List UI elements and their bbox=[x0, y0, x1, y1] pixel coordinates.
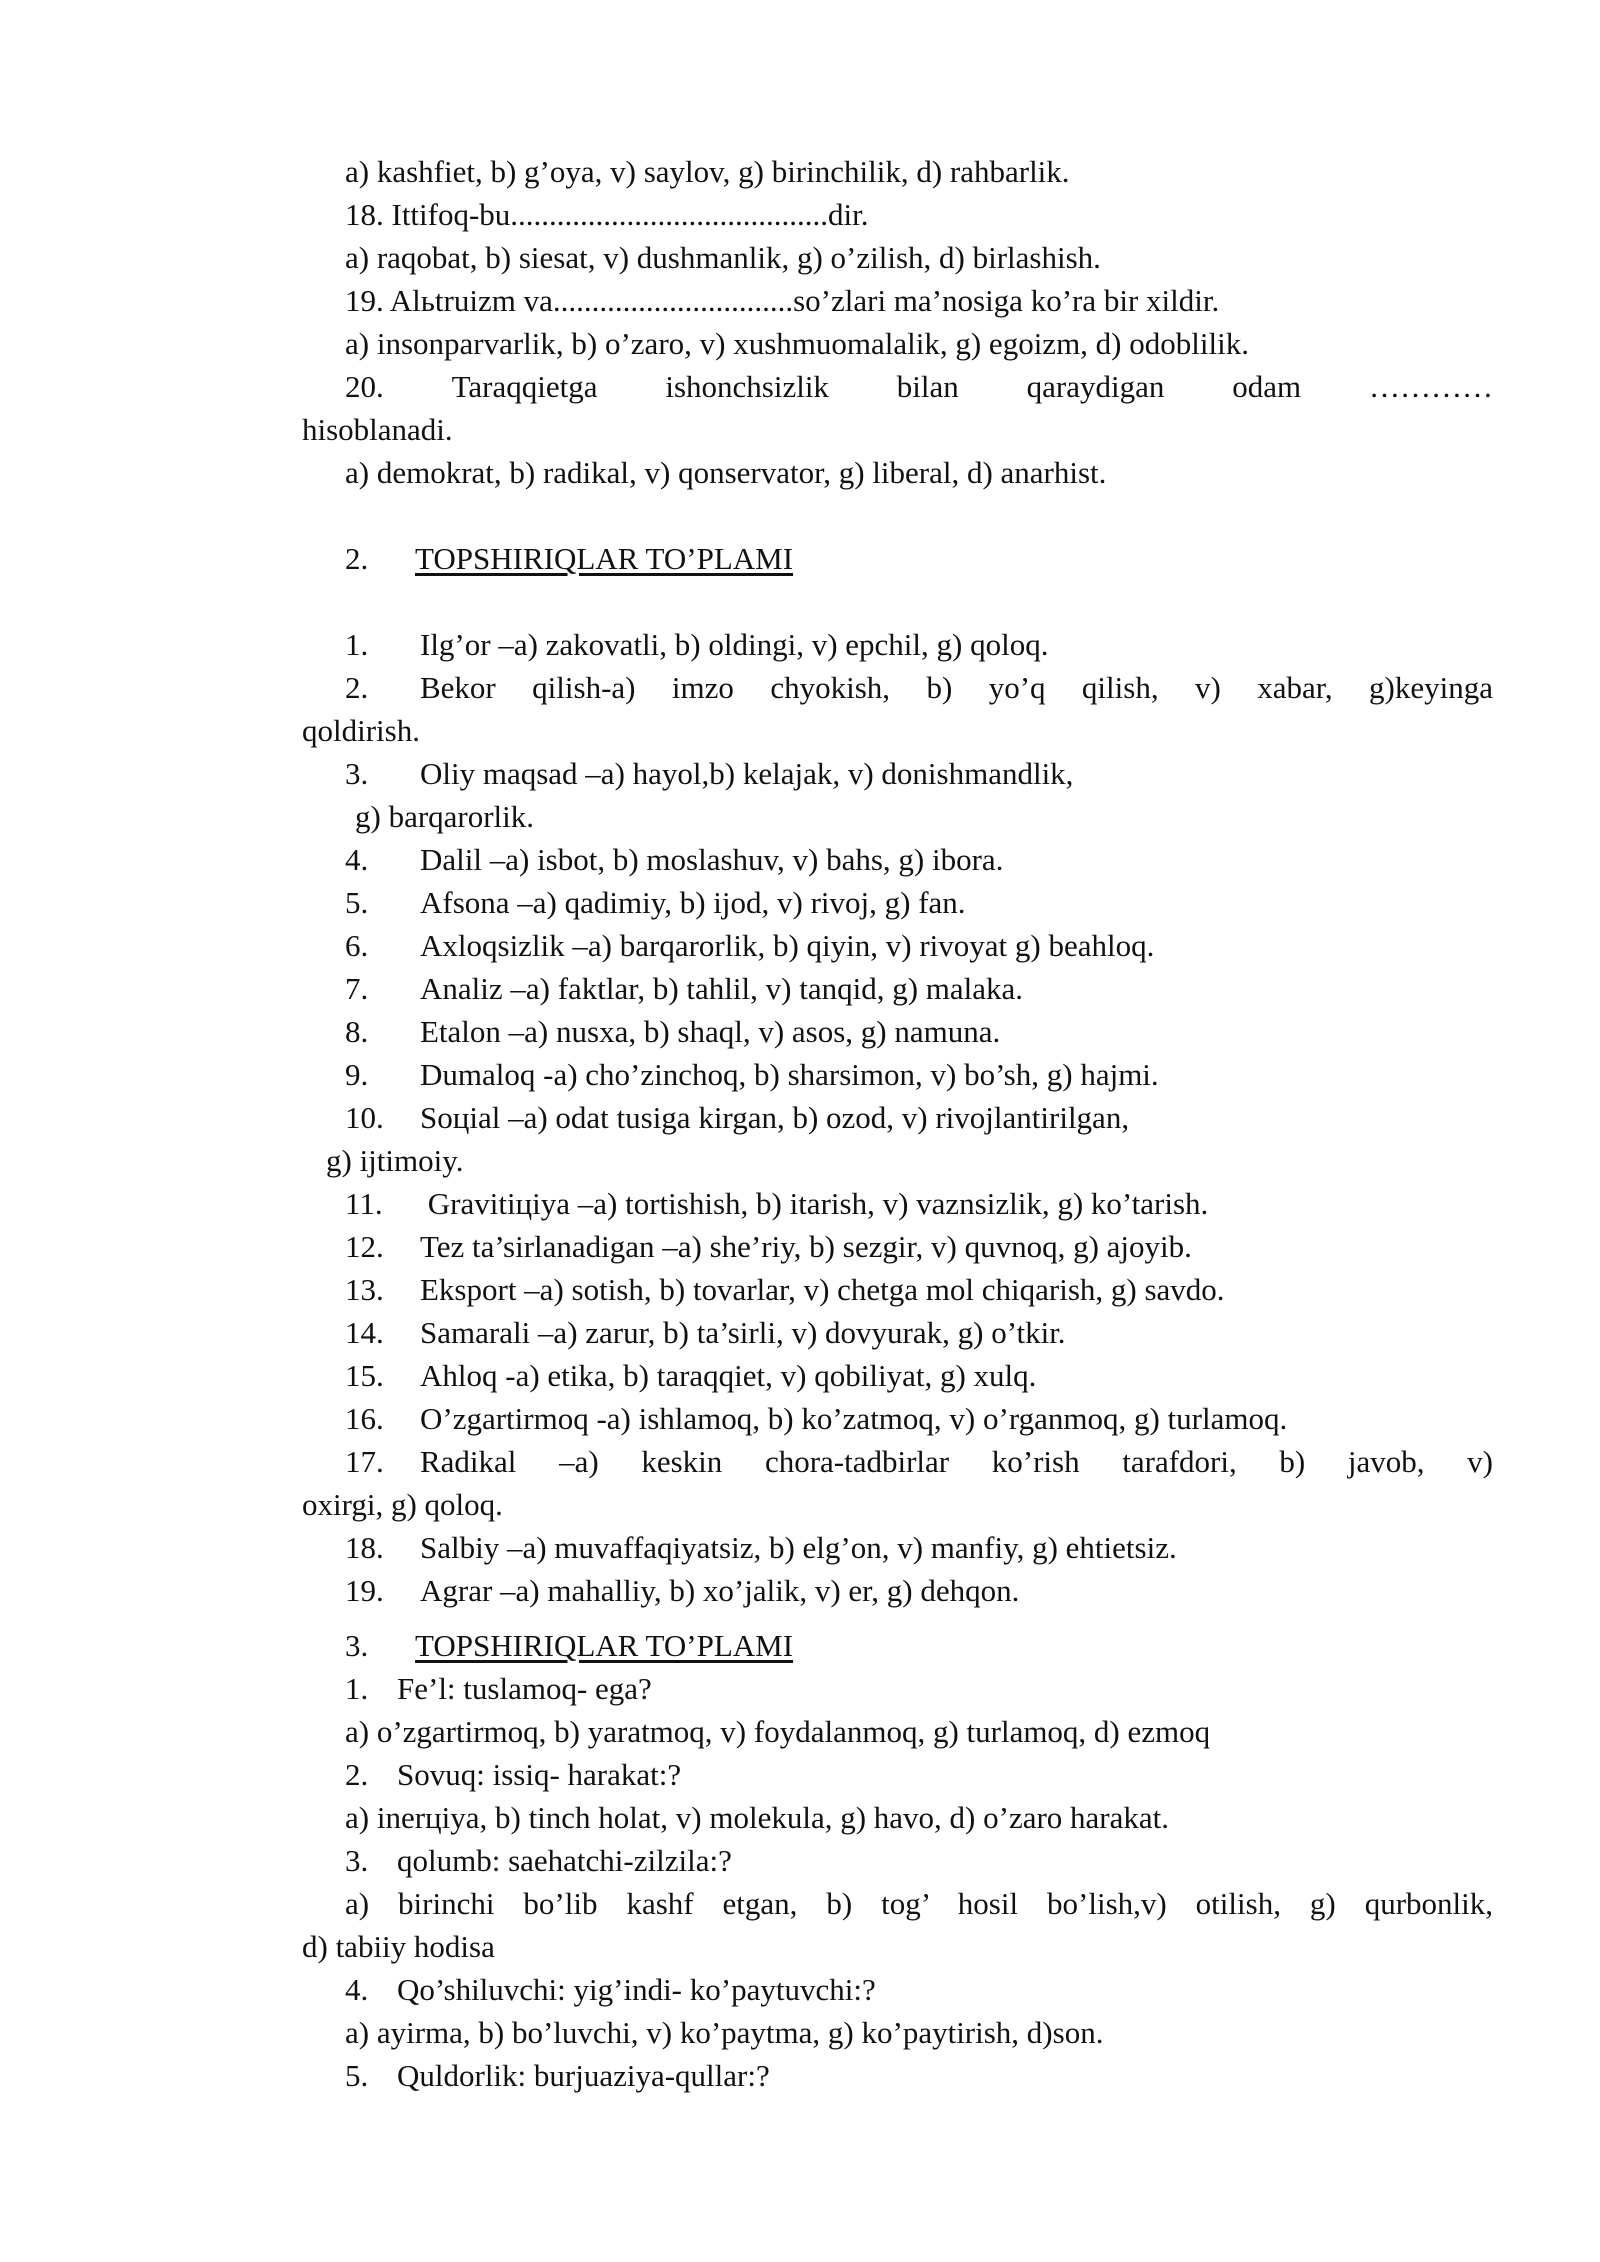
item-text: Afsona –a) qadimiy, b) ijod, v) rivoj, g) fan. bbox=[420, 885, 966, 920]
section-title: TOPSHIRIQLAR TO’PLAMI bbox=[415, 541, 794, 576]
list-item bbox=[345, 1357, 1036, 1395]
list-item bbox=[345, 1185, 1208, 1223]
list-item bbox=[345, 927, 1154, 965]
item-continuation: oxirgi, g) qoloq. bbox=[302, 1487, 503, 1522]
list-item bbox=[345, 626, 1048, 664]
item-number: 6. bbox=[345, 928, 369, 963]
question-text: Quldorlik: burjuaziya-qullar:? bbox=[397, 2058, 770, 2093]
item-number: 7. bbox=[345, 971, 369, 1006]
list-item bbox=[345, 1099, 1129, 1137]
item-text: Ahloq -a) etika, b) taraqqiet, v) qobiliyat, g) xulq. bbox=[420, 1358, 1037, 1393]
q20-word: bilan bbox=[896, 369, 959, 404]
section-title: TOPSHIRIQLAR TO’PLAMI bbox=[415, 1628, 794, 1663]
list-item bbox=[345, 1572, 1019, 1610]
item-number: 10. bbox=[345, 1100, 384, 1135]
item-number: 1. bbox=[345, 627, 369, 662]
answer-options: a) inerцiya, b) tinch holat, v) molekula, g) havo, d) o’zaro harakat. bbox=[345, 1800, 1169, 1835]
question-text: Fe’l: tuslamoq- ega? bbox=[397, 1671, 652, 1706]
item-number: 19. bbox=[345, 1573, 384, 1608]
answer-options: a) o’zgartirmoq, b) yaratmoq, v) foydalanmoq, g) turlamoq, d) ezmoq bbox=[345, 1714, 1211, 1749]
item-text: Gravitiцiya –a) tortishish, b) itarish, v) vaznsizlik, g) ko’tarish. bbox=[420, 1186, 1209, 1221]
analogy-question bbox=[345, 2057, 770, 2095]
question-20-line bbox=[345, 368, 1493, 406]
item-text: Bekor qilish-a) imzo chyokish, b) yo’q qilish, v) xabar, g)keyinga bbox=[420, 670, 1493, 705]
question-number: 5. bbox=[345, 2058, 369, 2093]
list-item bbox=[345, 669, 1493, 707]
item-number: 11. bbox=[345, 1186, 383, 1221]
item-number: 8. bbox=[345, 1014, 369, 1049]
item-text: Dumaloq -a) cho’zinchoq, b) sharsimon, v) bo’sh, g) hajmi. bbox=[420, 1057, 1159, 1092]
section-2-heading bbox=[345, 540, 793, 578]
item-text: O’zgartirmoq -a) ishlamoq, b) ko’zatmoq, v) o’rganmoq, g) turlamoq. bbox=[420, 1401, 1288, 1436]
item-number: 15. bbox=[345, 1358, 384, 1393]
question-continuation: hisoblanadi. bbox=[302, 412, 453, 447]
list-item bbox=[345, 1529, 1177, 1567]
list-item bbox=[345, 1271, 1225, 1309]
question-number: 4. bbox=[345, 1972, 369, 2007]
item-number: 16. bbox=[345, 1401, 384, 1436]
item-continuation: g) barqarorlik. bbox=[355, 799, 535, 834]
list-item bbox=[345, 1400, 1287, 1438]
answer-continuation: d) tabiiy hodisa bbox=[302, 1929, 495, 1964]
q20-word: Taraqqietga bbox=[451, 369, 598, 404]
item-continuation: qoldirish. bbox=[302, 713, 420, 748]
answer-options: a) ayirma, b) bo’luvchi, v) ko’paytma, g) ko’paytirish, d)son. bbox=[345, 2015, 1104, 2050]
analogy-question bbox=[345, 1756, 681, 1794]
q20-word: qaraydigan bbox=[1026, 369, 1165, 404]
item-text: Samarali –a) zarur, b) ta’sirli, v) dovyurak, g) o’tkir. bbox=[420, 1315, 1066, 1350]
q20-word: 20. bbox=[345, 369, 384, 404]
analogy-question bbox=[345, 1670, 652, 1708]
answer-line: a) insonparvarlik, b) o’zaro, v) xushmuomalalik, g) egoizm, d) odoblilik. bbox=[345, 326, 1249, 361]
item-text: Salbiy –a) muvaffaqiyatsiz, b) elg’on, v) manfiy, g) ehtietsiz. bbox=[420, 1530, 1177, 1565]
item-number: 14. bbox=[345, 1315, 384, 1350]
list-item bbox=[345, 1228, 1192, 1266]
item-number: 18. bbox=[345, 1530, 384, 1565]
question-number: 3. bbox=[345, 1843, 369, 1878]
question-number: 2. bbox=[345, 1757, 369, 1792]
analogy-question bbox=[345, 1971, 876, 2009]
list-item bbox=[345, 1443, 1493, 1481]
item-number: 5. bbox=[345, 885, 369, 920]
list-item bbox=[345, 1314, 1066, 1352]
question-line: 18. Ittifoq-bu.........................................dir. bbox=[345, 197, 869, 232]
item-text: Axloqsizlik –a) barqarorlik, b) qiyin, v) rivoyat g) beahloq. bbox=[420, 928, 1155, 963]
item-text: Ilg’or –a) zakovatli, b) oldingi, v) epchil, g) qoloq. bbox=[420, 627, 1049, 662]
answer-line: a) demokrat, b) radikal, v) qonservator, g) liberal, d) anarhist. bbox=[345, 455, 1107, 490]
item-number: 9. bbox=[345, 1057, 369, 1092]
item-text: Dalil –a) isbot, b) moslashuv, v) bahs, g) ibora. bbox=[420, 842, 1004, 877]
question-number: 1. bbox=[345, 1671, 369, 1706]
item-number: 13. bbox=[345, 1272, 384, 1307]
list-item bbox=[345, 1056, 1159, 1094]
item-text: Eksport –a) sotish, b) tovarlar, v) chetga mol chiqarish, g) savdo. bbox=[420, 1272, 1225, 1307]
item-text: Oliy maqsad –a) hayol,b) kelajak, v) donishmandlik, bbox=[420, 756, 1074, 791]
answer-line: a) kashfiet, b) g’oya, v) saylov, g) birinchilik, d) rahbarlik. bbox=[345, 154, 1070, 189]
q20-word: ishonchsizlik bbox=[665, 369, 829, 404]
list-item bbox=[345, 970, 1023, 1008]
list-item bbox=[345, 755, 1073, 793]
answer-line: a) raqobat, b) siesat, v) dushmanlik, g) o’zilish, d) birlashish. bbox=[345, 240, 1101, 275]
section-number: 2. bbox=[345, 541, 369, 576]
item-number: 17. bbox=[345, 1444, 384, 1479]
list-item bbox=[345, 841, 1003, 879]
item-number: 12. bbox=[345, 1229, 384, 1264]
item-text: Tez ta’sirlanadigan –a) she’riy, b) sezgir, v) quvnoq, g) ajoyib. bbox=[420, 1229, 1192, 1264]
item-text: Agrar –a) mahalliy, b) xo’jalik, v) er, g) dehqon. bbox=[420, 1573, 1020, 1608]
list-item bbox=[345, 884, 966, 922]
item-number: 2. bbox=[345, 670, 369, 705]
item-text: Analiz –a) faktlar, b) tahlil, v) tanqid, g) malaka. bbox=[420, 971, 1024, 1006]
item-number: 3. bbox=[345, 756, 369, 791]
q20-word: odam bbox=[1232, 369, 1302, 404]
item-continuation: g) ijtimoiy. bbox=[326, 1143, 464, 1178]
answer-options: a) birinchi bo’lib kashf etgan, b) tog’ hosil bo’lish,v) otilish, g) qurbonlik, bbox=[345, 1886, 1493, 1921]
item-text: Radikal –a) keskin chora-tadbirlar ko’rish tarafdori, b) javob, v) bbox=[420, 1444, 1493, 1479]
item-text: Etalon –a) nusxa, b) shaql, v) asos, g) namuna. bbox=[420, 1014, 1001, 1049]
section-number: 3. bbox=[345, 1628, 369, 1663]
list-item bbox=[345, 1013, 1000, 1051]
question-text: Sovuq: issiq- harakat:? bbox=[397, 1757, 682, 1792]
question-text: Qo’shiluvchi: yig’indi- ko’paytuvchi:? bbox=[397, 1972, 876, 2007]
q20-word: ………… bbox=[1368, 369, 1493, 404]
section-3-heading bbox=[345, 1627, 793, 1665]
item-number: 4. bbox=[345, 842, 369, 877]
analogy-question bbox=[345, 1842, 732, 1880]
question-text: qolumb: saehatchi-zilzila:? bbox=[397, 1843, 732, 1878]
question-line: 19. Alьtruizm va...............................so’zlari ma’nosiga ko’ra bir xildir. bbox=[345, 283, 1220, 318]
item-text: Soцial –a) odat tusiga kirgan, b) ozod, v) rivojlantirilgan, bbox=[420, 1100, 1130, 1135]
